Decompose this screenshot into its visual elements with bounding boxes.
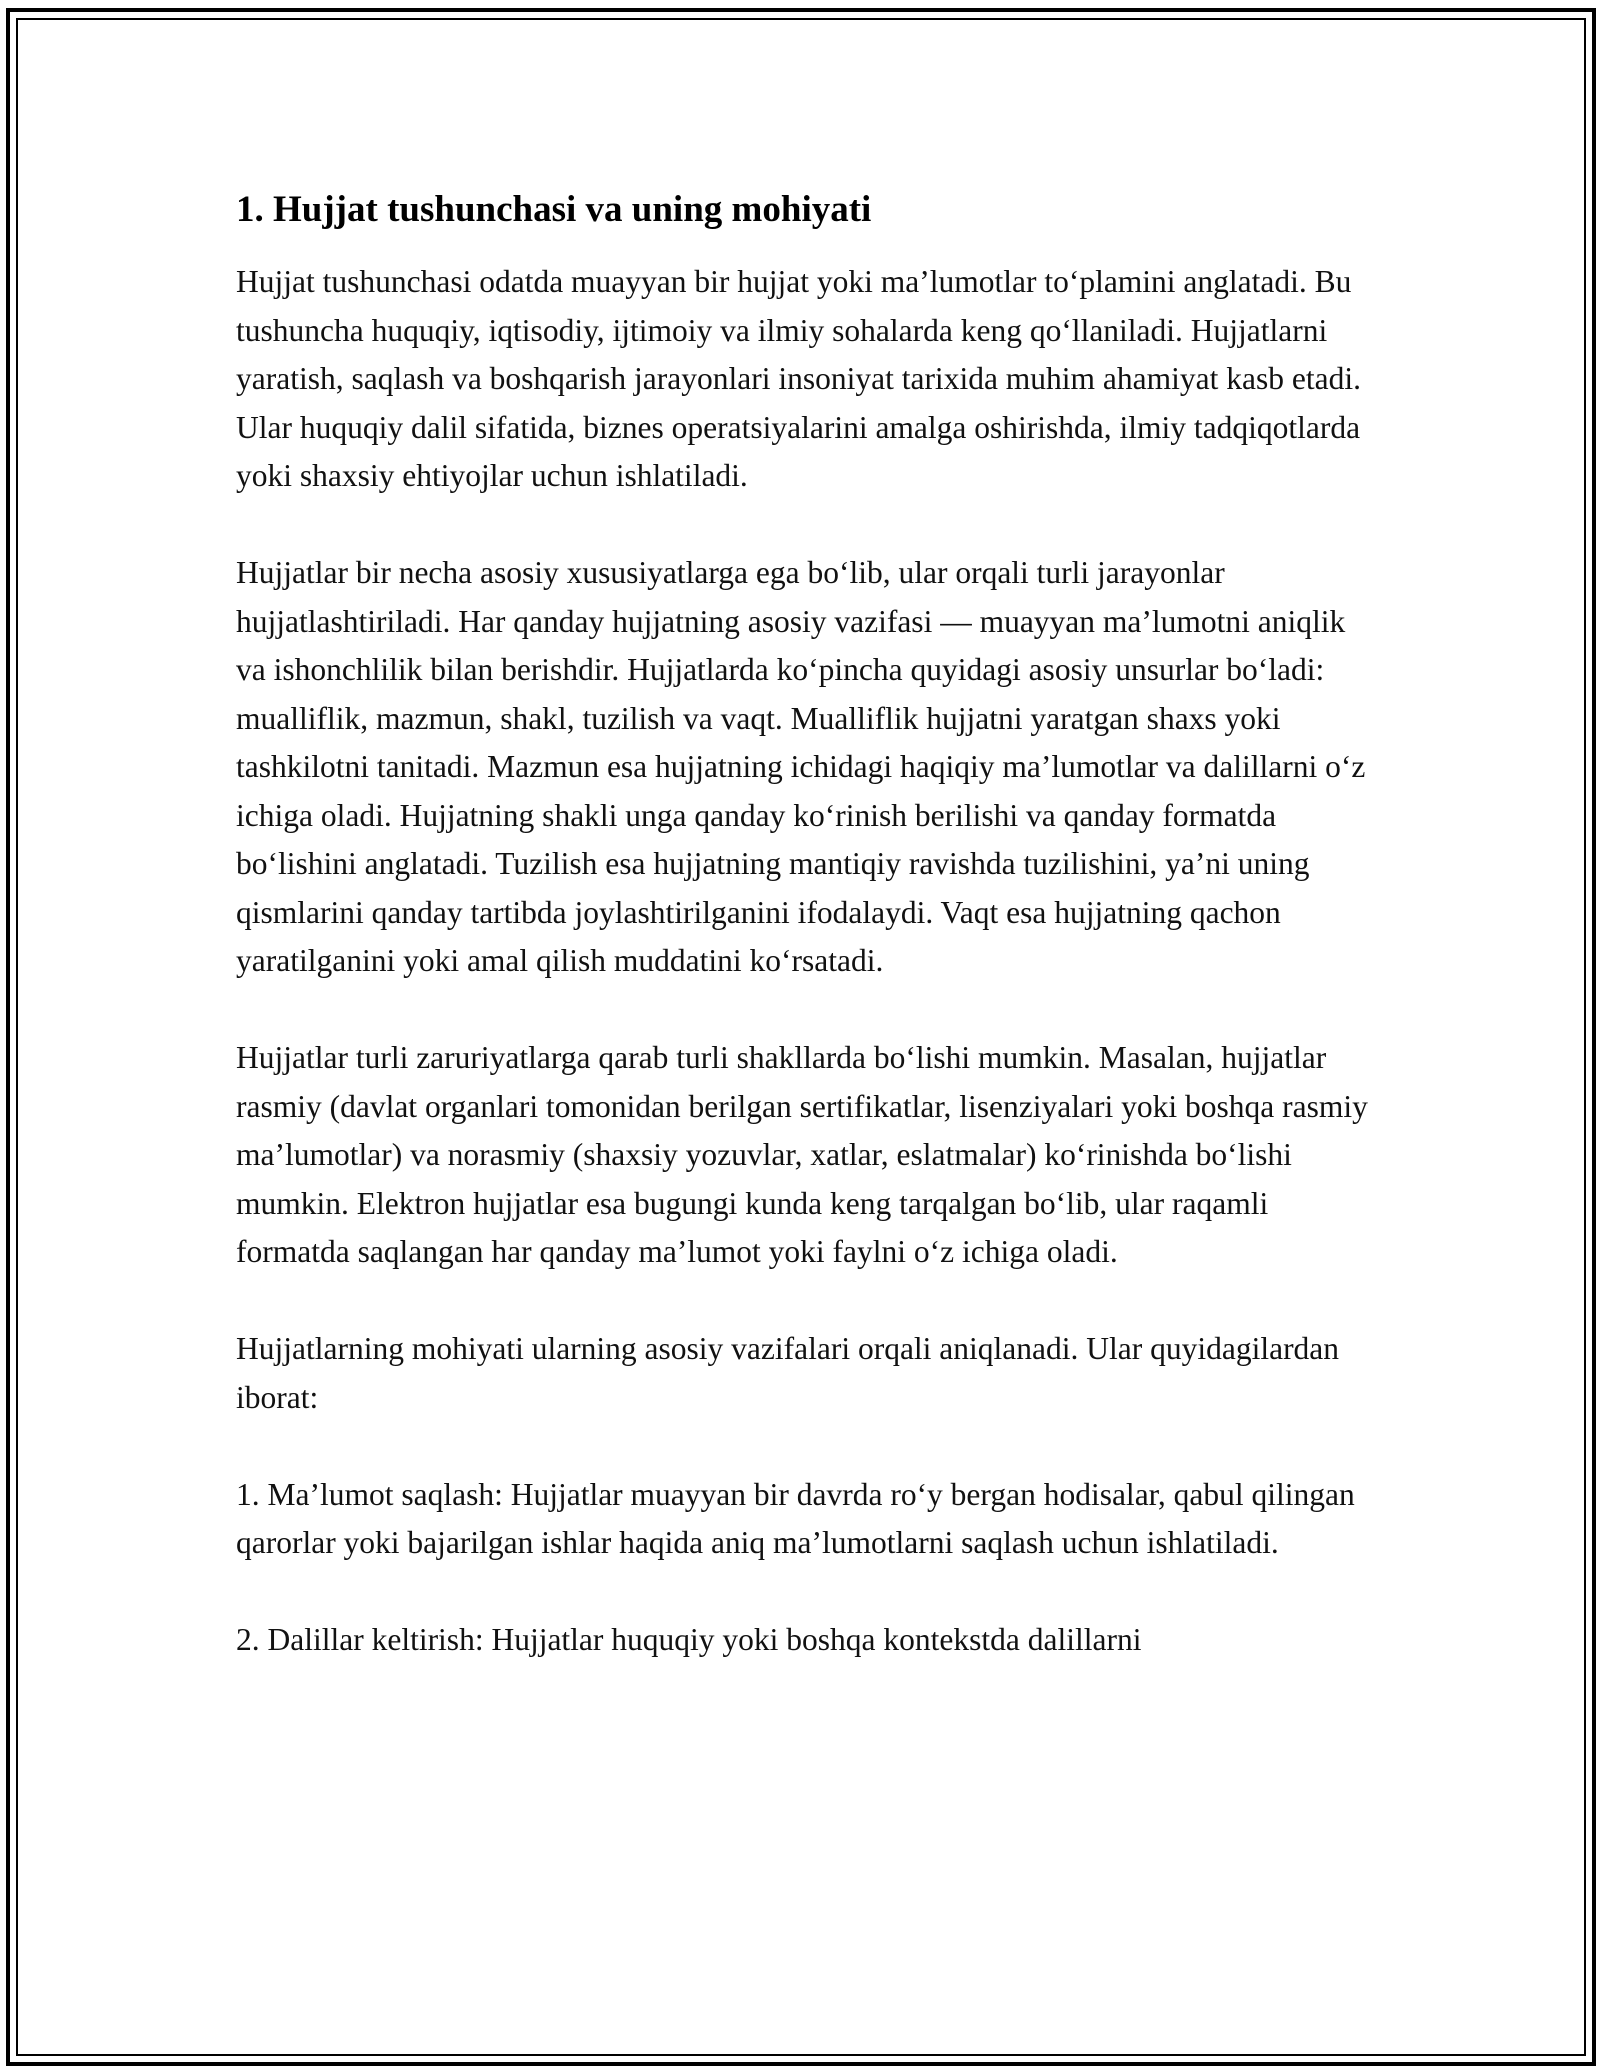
paragraph-forms: Hujjatlar turli zaruriyatlarga qarab turli shakllarda bo‘lishi mumkin. Masalan, hujjatlar rasmiy (davlat organlari tomonidan berilgan sertifikatlar, lisenziyalari yoki boshqa rasmiy ma’lumotlar) va norasmiy (shaxsiy yozuvlar, xatlar, eslatmalar) ko‘rinishda bo‘lishi mumkin. Elektron hujjatlar esa bugungi kunda keng tarqalgan bo‘lib, ular raqamli formatda saqlangan har qanday ma’lumot yoki faylni o‘z ichiga oladi. (236, 1040, 1368, 1269)
document-body (236, 186, 1376, 1665)
section-heading: 1. Hujjat tushunchasi va uning mohiyati (236, 189, 872, 230)
paragraph-definition: Hujjat tushunchasi odatda muayyan bir hujjat yoki ma’lumotlar to‘plamini anglatadi. Bu tushuncha huquqiy, iqtisodiy, ijtimoiy va ilmiy sohalarda keng qo‘llaniladi. Hujjatlarni yaratish, saqlash va boshqarish jarayonlari insoniyat tarixida muhim ahamiyat kasb etadi. Ular huquqiy dalil sifatida, biznes operatsiyalarini amalga oshirishda, ilmiy tadqiqotlarda yoki shaxsiy ehtiyojlar uchun ishlatiladi. (236, 264, 1361, 493)
paragraph-characteristics: Hujjatlar bir necha asosiy xususiyatlarga ega bo‘lib, ular orqali turli jarayonlar hujjatlashtiriladi. Har qanday hujjatning asosiy vazifasi — muayyan ma’lumotni aniqlik va ishonchlilik bilan berishdir. Hujjatlarda ko‘pincha quyidagi asosiy unsurlar bo‘ladi: mualliflik, mazmun, shakl, tuzilish va vaqt. Mualliflik hujjatni yaratgan shaxs yoki tashkilotni tanitadi. Mazmun esa hujjatning ichidagi haqiqiy ma’lumotlar va dalillarni o‘z ichiga oladi. Hujjatning shakli unga qanday ko‘rinish berilishi va qanday formatda bo‘lishini anglatadi. Tuzilish esa hujjatning mantiqiy ravishda tuzilishini, ya’ni uning qismlarini qanday tartibda joylashtirilganini ifodalaydi. Vaqt esa hujjatning qachon yaratilganini yoki amal qilish muddatini ko‘rsatadi. (236, 555, 1366, 978)
paragraph-essence: Hujjatlarning mohiyati ularning asosiy vazifalari orqali aniqlanadi. Ular quyidagilardan iborat: (236, 1331, 1340, 1415)
list-item-evidence: 2. Dalillar keltirish: Hujjatlar huquqiy yoki boshqa kontekstda dalillarni (236, 1622, 1142, 1657)
list-item-storage: 1. Ma’lumot saqlash: Hujjatlar muayyan bir davrda ro‘y bergan hodisalar, qabul qilingan qarorlar yoki bajarilgan ishlar haqida aniq ma’lumotlarni saqlash uchun ishlatiladi. (236, 1476, 1355, 1560)
